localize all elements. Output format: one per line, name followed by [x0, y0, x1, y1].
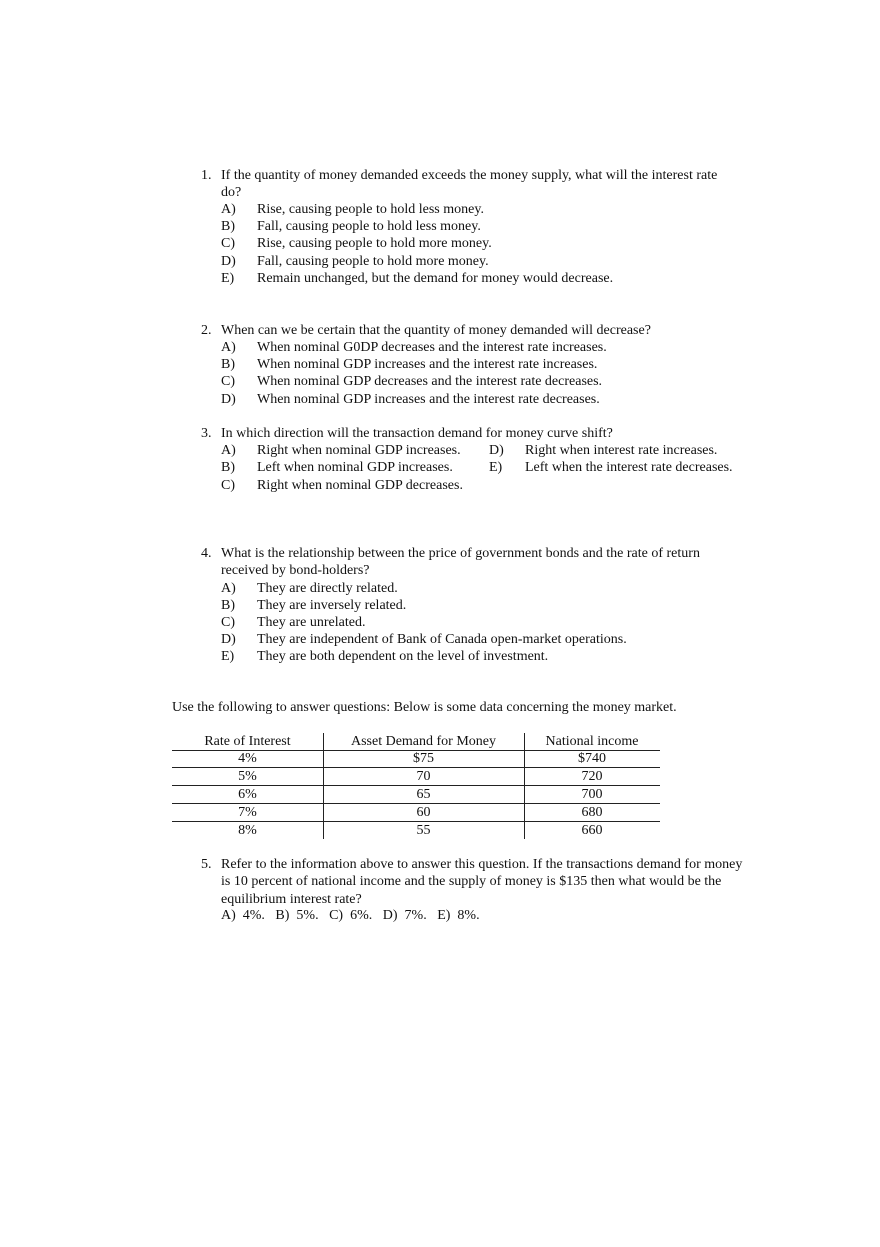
- option-text: Left when nominal GDP increases.: [257, 460, 453, 475]
- question-text: What is the relationship between the price of government bonds and the rate of return received by bond-holders?: [221, 546, 700, 579]
- option-letter: E): [221, 649, 235, 664]
- question-number: 2.: [201, 323, 212, 338]
- table-cell: 660: [581, 823, 603, 838]
- question-number: 3.: [201, 426, 212, 441]
- table-row: [172, 786, 660, 803]
- option-letter: A): [221, 340, 236, 355]
- option-letter: D): [489, 443, 504, 458]
- option-letter: C): [221, 615, 235, 630]
- option-text: They are unrelated.: [257, 615, 366, 630]
- table-cell: 8%: [238, 823, 257, 838]
- table-cell: $75: [413, 751, 434, 766]
- option-text: They are inversely related.: [257, 598, 407, 613]
- column-header: Rate of Interest: [204, 734, 291, 749]
- table-cell: 6%: [238, 787, 257, 802]
- option-letter: E): [221, 271, 235, 286]
- question-text: In which direction will the transaction demand for money curve shift?: [221, 426, 613, 441]
- option-letter: C): [221, 374, 235, 389]
- option-letter: B): [221, 357, 235, 372]
- column-header: National income: [545, 734, 639, 749]
- table-cell: 60: [416, 805, 431, 820]
- column-header: Asset Demand for Money: [350, 734, 497, 749]
- option-letter: B): [221, 219, 235, 234]
- table-cell: 4%: [238, 751, 257, 766]
- table-cell: 680: [581, 805, 603, 820]
- option-letter: A): [221, 443, 236, 458]
- table-intro: Use the following to answer questions: Below is some data concerning the money market.: [172, 700, 677, 715]
- option-letter: B): [221, 460, 235, 475]
- option-text: Fall, causing people to hold less money.: [257, 219, 481, 234]
- option-text: Rise, causing people to hold more money.: [257, 236, 492, 251]
- option-text: When nominal GDP increases and the interest rate increases.: [257, 357, 598, 372]
- option-letter: A): [221, 202, 236, 217]
- option-text: When nominal GDP decreases and the interest rate decreases.: [257, 374, 603, 389]
- option-text: When nominal GDP increases and the interest rate decreases.: [257, 392, 600, 407]
- question-number: 5.: [201, 857, 212, 872]
- option-text: Rise, causing people to hold less money.: [257, 202, 484, 217]
- option-letter: C): [221, 478, 235, 493]
- question-number: 1.: [201, 168, 212, 183]
- option-text: Right when nominal GDP decreases.: [257, 478, 463, 493]
- table-cell: 7%: [238, 805, 257, 820]
- table-row: [172, 804, 660, 821]
- table-cell: 5%: [238, 769, 257, 784]
- option-text: When nominal G0DP decreases and the interest rate increases.: [257, 340, 607, 355]
- table-row: [172, 768, 660, 785]
- question-text: If the quantity of money demanded exceeds the money supply, what will the interest rate do?: [221, 168, 718, 201]
- option-letter: D): [221, 632, 236, 647]
- option-text: Fall, causing people to hold more money.: [257, 254, 489, 269]
- option-text: They are independent of Bank of Canada open-market operations.: [257, 632, 627, 647]
- option-letter: D): [221, 392, 236, 407]
- option-text: Left when the interest rate decreases.: [525, 460, 733, 475]
- table-cell: 700: [581, 787, 603, 802]
- table-header-row: [172, 733, 660, 750]
- option-text: Right when interest rate increases.: [525, 443, 718, 458]
- option-letter: D): [221, 254, 236, 269]
- option-text: Remain unchanged, but the demand for money would decrease.: [257, 271, 614, 286]
- question-number: 4.: [201, 546, 212, 561]
- option-letter: E): [489, 460, 503, 475]
- option-text: They are both dependent on the level of investment.: [257, 649, 549, 664]
- option-letter: B): [221, 598, 235, 613]
- question-text: When can we be certain that the quantity of money demanded will decrease?: [221, 323, 651, 338]
- table-cell: 720: [581, 769, 603, 784]
- option-text: They are directly related.: [257, 581, 398, 596]
- table-cell: 65: [416, 787, 431, 802]
- option-letter: A): [221, 581, 236, 596]
- option-letter: C): [221, 236, 235, 251]
- table-row: [172, 750, 660, 767]
- option-text: Right when nominal GDP increases.: [257, 443, 461, 458]
- table-row: [172, 822, 660, 839]
- table-cell: $740: [578, 751, 606, 766]
- table-cell: 55: [416, 823, 431, 838]
- question-text: Refer to the information above to answer this question. If the transactions demand for money is 10 percent of national income and the supply of money is $135 then what would be the equilibrium interest rate?: [221, 857, 743, 907]
- table-cell: 70: [416, 769, 431, 784]
- inline-answer-options: A) 4%. B) 5%. C) 6%. D) 7%. E) 8%.: [221, 908, 480, 923]
